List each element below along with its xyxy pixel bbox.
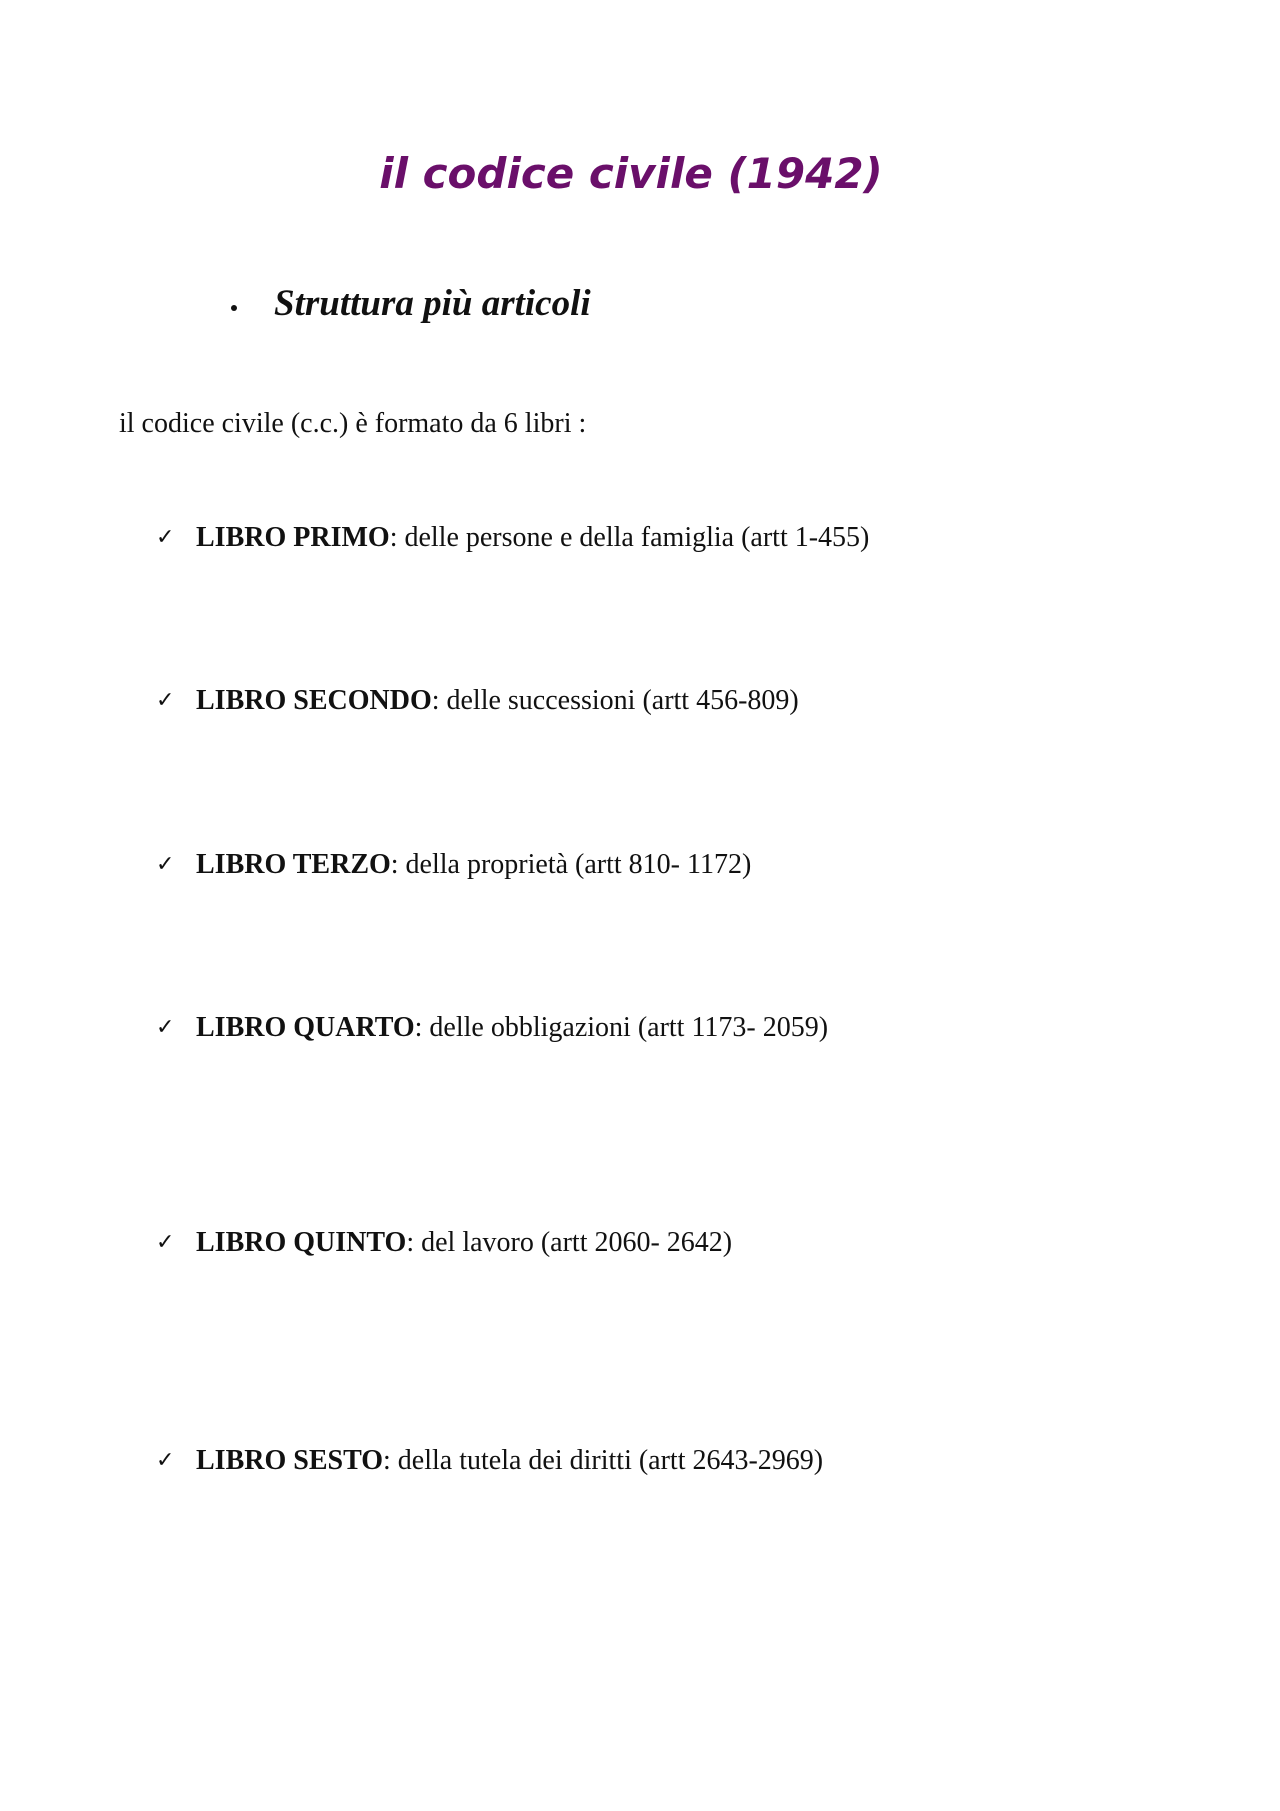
checkmark-icon: ✓	[156, 1448, 175, 1473]
list-item-libro-primo	[156, 518, 869, 558]
checkmark-icon: ✓	[156, 852, 175, 877]
intro-paragraph: il codice civile (c.c.) è formato da 6 libri :	[119, 408, 587, 439]
section-heading-text: Struttura più articoli	[274, 283, 591, 324]
checkmark-icon: ✓	[156, 1015, 175, 1040]
list-item-libro-sesto	[156, 1441, 823, 1481]
checkmark-icon: ✓	[156, 1230, 175, 1255]
book-description: : della tutela dei diritti (artt 2643-2969)	[383, 1445, 824, 1476]
book-name: LIBRO QUINTO	[196, 1227, 407, 1258]
book-name: LIBRO TERZO	[196, 849, 391, 880]
list-item-libro-secondo	[156, 681, 799, 721]
page-title: il codice civile (1942)	[379, 149, 883, 198]
list-item-libro-quinto	[156, 1223, 732, 1263]
list-item-libro-terzo	[156, 845, 751, 885]
book-name: LIBRO SECONDO	[196, 685, 432, 716]
book-name: LIBRO QUARTO	[196, 1012, 415, 1043]
book-description: : del lavoro (artt 2060- 2642)	[406, 1227, 733, 1258]
book-name: LIBRO SESTO	[196, 1445, 384, 1476]
book-description: : della proprietà (artt 810- 1172)	[390, 849, 752, 880]
section-heading	[231, 280, 591, 328]
book-name: LIBRO PRIMO	[196, 522, 390, 553]
checkmark-icon: ✓	[156, 525, 175, 550]
book-description: : delle successioni (artt 456-809)	[431, 685, 799, 716]
list-item-libro-quarto	[156, 1008, 828, 1048]
book-description: : delle obbligazioni (artt 1173- 2059)	[414, 1012, 829, 1043]
bullet-icon	[231, 305, 237, 311]
book-description: : delle persone e della famiglia (artt 1-455)	[389, 522, 870, 553]
checkmark-icon: ✓	[156, 688, 175, 713]
